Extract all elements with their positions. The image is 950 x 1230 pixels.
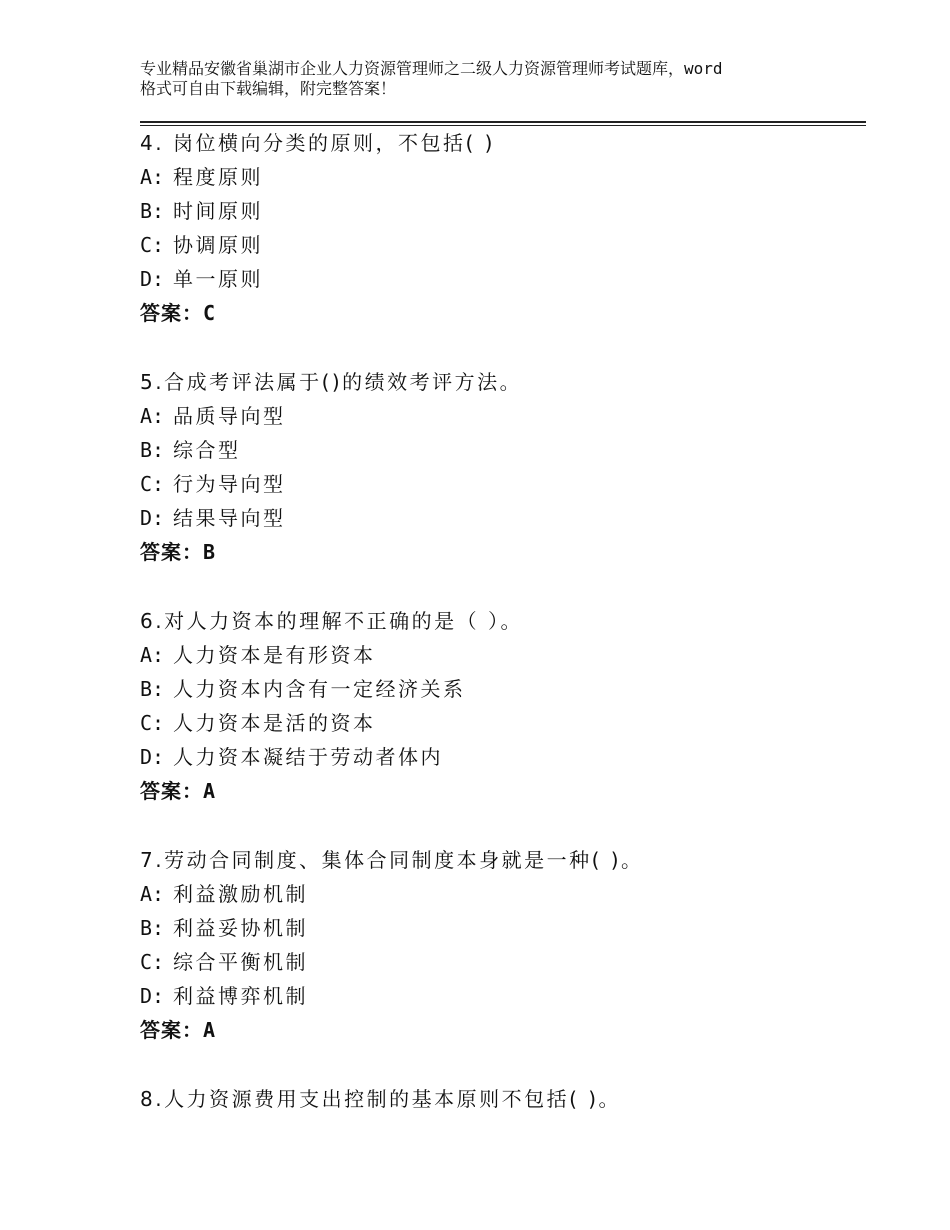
option-label: C: — [140, 472, 165, 496]
option-d — [140, 740, 870, 774]
answer-value: C — [203, 301, 217, 325]
option-label: A: — [140, 882, 165, 906]
option-b — [140, 911, 870, 945]
question-7 — [140, 843, 870, 1047]
answer-line — [140, 296, 870, 330]
answer-label: 答案： — [140, 301, 203, 325]
option-text: 人力资本内含有一定经济关系 — [172, 677, 466, 701]
answer-value: A — [203, 779, 217, 803]
option-text: 综合型 — [172, 438, 241, 462]
question-6 — [140, 604, 870, 808]
option-text: 利益妥协机制 — [172, 916, 308, 940]
option-label: C: — [140, 233, 165, 257]
option-text: 品质导向型 — [172, 404, 286, 428]
option-label: D: — [140, 745, 165, 769]
document-header — [140, 59, 830, 99]
option-text: 人力资本是活的资本 — [172, 711, 376, 735]
question-stem: 7.劳动合同制度、集体合同制度本身就是一种( )。 — [140, 848, 644, 872]
question-4 — [140, 126, 870, 330]
header-line-1: 专业精品安徽省巢湖市企业人力资源管理师之二级人力资源管理师考试题库，word — [140, 59, 723, 78]
answer-line — [140, 535, 870, 569]
answer-label: 答案： — [140, 779, 203, 803]
answer-value: A — [203, 1018, 217, 1042]
answer-label: 答案： — [140, 540, 203, 564]
header-line-2: 格式可自由下载编辑，附完整答案！ — [140, 79, 397, 98]
option-text: 结果导向型 — [172, 506, 286, 530]
option-c — [140, 228, 870, 262]
option-label: A: — [140, 165, 165, 189]
answer-line — [140, 774, 870, 808]
option-text: 人力资本凝结于劳动者体内 — [172, 745, 443, 769]
option-text: 利益激励机制 — [172, 882, 308, 906]
answer-value: B — [203, 540, 217, 564]
option-label: A: — [140, 404, 165, 428]
option-text: 单一原则 — [172, 267, 263, 291]
answer-line — [140, 1013, 870, 1047]
option-label: B: — [140, 677, 165, 701]
option-label: A: — [140, 643, 165, 667]
option-text: 时间原则 — [172, 199, 263, 223]
question-stem: 5.合成考评法属于()的绩效考评方法。 — [140, 370, 523, 394]
option-label: C: — [140, 711, 165, 735]
option-label: B: — [140, 916, 165, 940]
option-c — [140, 945, 870, 979]
option-text: 综合平衡机制 — [172, 950, 308, 974]
option-d — [140, 262, 870, 296]
option-text: 程度原则 — [172, 165, 263, 189]
option-text: 行为导向型 — [172, 472, 286, 496]
option-text: 利益博弈机制 — [172, 984, 308, 1008]
question-stem: 8.人力资源费用支出控制的基本原则不包括( )。 — [140, 1087, 622, 1111]
option-label: C: — [140, 950, 165, 974]
option-a — [140, 877, 870, 911]
option-b — [140, 433, 870, 467]
option-d — [140, 501, 870, 535]
option-c — [140, 706, 870, 740]
option-label: B: — [140, 199, 165, 223]
header-rule-thick — [140, 121, 866, 123]
option-label: D: — [140, 267, 165, 291]
answer-label: 答案： — [140, 1018, 203, 1042]
question-5 — [140, 365, 870, 569]
option-d — [140, 979, 870, 1013]
option-a — [140, 160, 870, 194]
option-b — [140, 194, 870, 228]
option-text: 人力资本是有形资本 — [172, 643, 376, 667]
option-label: D: — [140, 984, 165, 1008]
option-b — [140, 672, 870, 706]
option-a — [140, 638, 870, 672]
question-stem: 4. 岗位横向分类的原则，不包括( ) — [140, 131, 495, 155]
question-8 — [140, 1082, 870, 1116]
option-label: D: — [140, 506, 165, 530]
question-stem: 6.对人力资本的理解不正确的是（ ）。 — [140, 609, 523, 633]
option-a — [140, 399, 870, 433]
option-text: 协调原则 — [172, 233, 263, 257]
option-c — [140, 467, 870, 501]
option-label: B: — [140, 438, 165, 462]
